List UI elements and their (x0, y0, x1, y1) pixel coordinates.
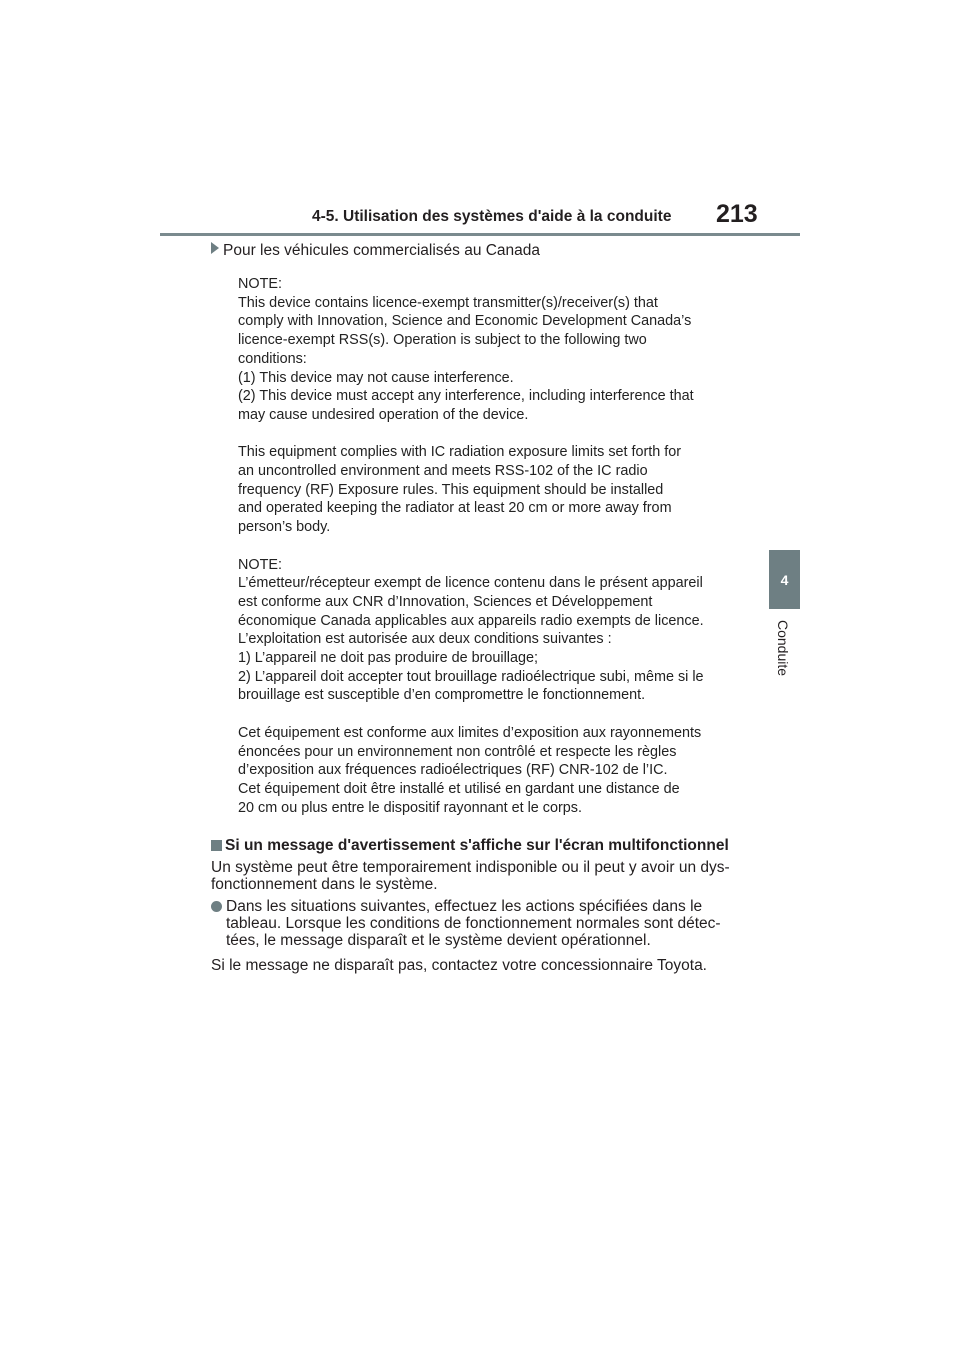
notice-line: est conforme aux CNR d’Innovation, Sciences et Développement (238, 593, 653, 610)
header-divider (160, 233, 800, 236)
section-title: 4-5. Utilisation des systèmes d'aide à la conduite (312, 208, 672, 225)
notice-line: L’exploitation est autorisée aux deux conditions suivantes : (238, 631, 612, 648)
notice-line: Cet équipement doit être installé et utilisé en gardant une distance de (238, 780, 680, 797)
canada-subheading-text: Pour les véhicules commercialisés au Canada (223, 242, 541, 259)
notice-line: économique Canada applicables aux appareils radio exempts de licence. (238, 612, 704, 629)
notice-line: conditions: (238, 350, 307, 367)
notice-line: 2) L’appareil doit accepter tout brouillage radioélectrique subi, même si le (238, 668, 704, 685)
chapter-label: Conduite (775, 620, 791, 677)
notice-line: This equipment complies with IC radiation exposure limits set forth for (238, 444, 682, 461)
notice-line: may cause undesired operation of the device. (238, 406, 529, 423)
chapter-number-tab: 4 (769, 550, 800, 609)
intro-line: fonctionnement dans le système. (211, 876, 438, 893)
notice-line: 20 cm ou plus entre le dispositif rayonnant et le corps. (238, 799, 582, 816)
notice-spacer (238, 705, 738, 724)
notice-line: 1) L’appareil ne doit pas produire de brouillage; (238, 650, 539, 667)
notice-line: brouillage est susceptible d’en compromettre le fonctionnement. (238, 687, 646, 704)
notice-line: person’s body. (238, 519, 331, 536)
regulatory-notice (238, 275, 738, 817)
canada-subheading (211, 242, 540, 260)
notice-line: NOTE: (238, 276, 282, 292)
notice-line: NOTE: (238, 556, 282, 573)
notice-line: This device contains licence-exempt transmitter(s)/receiver(s) that (238, 294, 658, 311)
bullet-line: Dans les situations suivantes, effectuez les actions spécifiées dans le (226, 898, 703, 915)
notice-line: L’émetteur/récepteur exempt de licence contenu dans le présent appareil (238, 575, 703, 592)
notice-spacer (238, 425, 738, 444)
warning-section-heading (211, 837, 729, 855)
intro-line: Un système peut être temporairement indisponible ou il peut y avoir un dys- (211, 859, 730, 876)
notice-line: d’exposition aux fréquences radioélectriques (RF) CNR-102 de l’IC. (238, 762, 668, 779)
notice-spacer (238, 537, 738, 556)
arrow-right-icon (211, 242, 219, 254)
notice-line: Cet équipement est conforme aux limites d’exposition aux rayonnements (238, 724, 702, 741)
notice-line: (2) This device must accept any interference, including interference that (238, 388, 694, 405)
notice-line: comply with Innovation, Science and Economic Development Canada’s (238, 313, 692, 330)
notice-line: and operated keeping the radiator at least 20 cm or more away from (238, 500, 672, 517)
page-number: 213 (716, 200, 758, 228)
square-bullet-icon (211, 840, 222, 851)
notice-line: frequency (RF) Exposure rules. This equipment should be installed (238, 481, 664, 498)
notice-line: licence-exempt RSS(s). Operation is subject to the following two (238, 332, 647, 349)
closing-paragraph: Si le message ne disparaît pas, contactez votre concessionnaire Toyota. (211, 957, 707, 974)
bullet-line: tées, le message disparaît et le système devient opérationnel. (226, 932, 651, 949)
notice-line: (1) This device may not cause interference. (238, 369, 514, 386)
notice-line: an uncontrolled environment and meets RSS-102 of the IC radio (238, 463, 648, 480)
bullet-line: tableau. Lorsque les conditions de fonctionnement normales sont détec- (226, 915, 721, 932)
warning-section-heading-text: Si un message d'avertissement s'affiche sur l'écran multifonctionnel (225, 837, 729, 854)
round-bullet-icon (211, 901, 222, 912)
notice-line: énoncées pour un environnement non contrôlé et respecte les règles (238, 743, 677, 760)
